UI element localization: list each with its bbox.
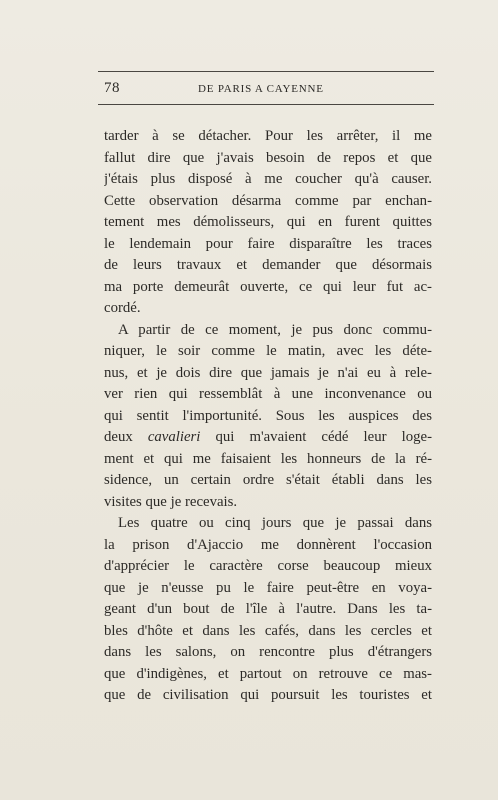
text-line: j'étais plus disposé à me coucher qu'à causer. [104,171,432,187]
text-line: Les quatre ou cinq jours que je passai dans [118,515,432,531]
text-line: sidence, un certain ordre s'était établi dans les [104,472,432,488]
text-line: la prison d'Ajaccio me donnèrent l'occasion [104,536,432,553]
text-line: A partir de ce moment, je pus donc commu- [118,321,432,338]
text-line: bles d'hôte et dans les cafés, dans les cercles et [104,622,432,639]
text-line [104,427,432,449]
text-line: que je n'eusse pu le faire peut-être en voya- [104,579,432,596]
header-rule-top [98,71,434,72]
body-text [104,126,432,707]
text-line: geant d'un bout de l'île à l'autre. Dans les ta- [104,601,432,617]
text-line: fallut dire que j'avais besoin de repos et que [104,149,432,166]
text-fragment: deux [104,429,133,445]
text-line: ment et qui me faisaient les honneurs de la ré- [104,450,432,467]
text-line: que d'indigènes, et partout on retrouve ce mas- [104,665,432,682]
text-line: cordé. [104,300,141,316]
text-line: dans les salons, on rencontre plus d'étrangers [104,644,432,660]
text-line: tarder à se détacher. Pour les arrêter, il me [104,128,432,144]
text-line: ver rien qui ressemblât à une inconvenance ou [104,386,432,402]
text-line: niquer, le soir comme le matin, avec les déte- [104,343,432,359]
text-line: nus, et je dois dire que jamais je n'ai eu à rele- [104,364,432,381]
text-line: Cette observation désarma comme par enchan- [104,192,432,209]
text-line: d'apprécier le caractère corse beaucoup mieux [104,558,432,574]
text-line: de leurs travaux et demander que désormais [104,257,432,273]
text-line: tement mes démolisseurs, qui en furent quittes [104,214,432,230]
italic-word: cavalieri [147,429,201,445]
page-number: 78 [104,80,120,96]
running-title: DE PARIS A CAYENNE [198,83,324,95]
text-line: qui sentit l'importunité. Sous les auspices des [104,407,432,424]
text-line: ma porte demeurât ouverte, ce qui leur fut ac- [104,278,432,295]
text-fragment: qui m'avaient cédé leur loge- [215,429,432,445]
header-rule-bottom [98,104,434,105]
text-line: que de civilisation qui poursuit les touristes et [104,687,432,703]
text-line: le lendemain pour faire disparaître les traces [104,235,432,252]
text-line: visites que je recevais. [104,493,238,510]
